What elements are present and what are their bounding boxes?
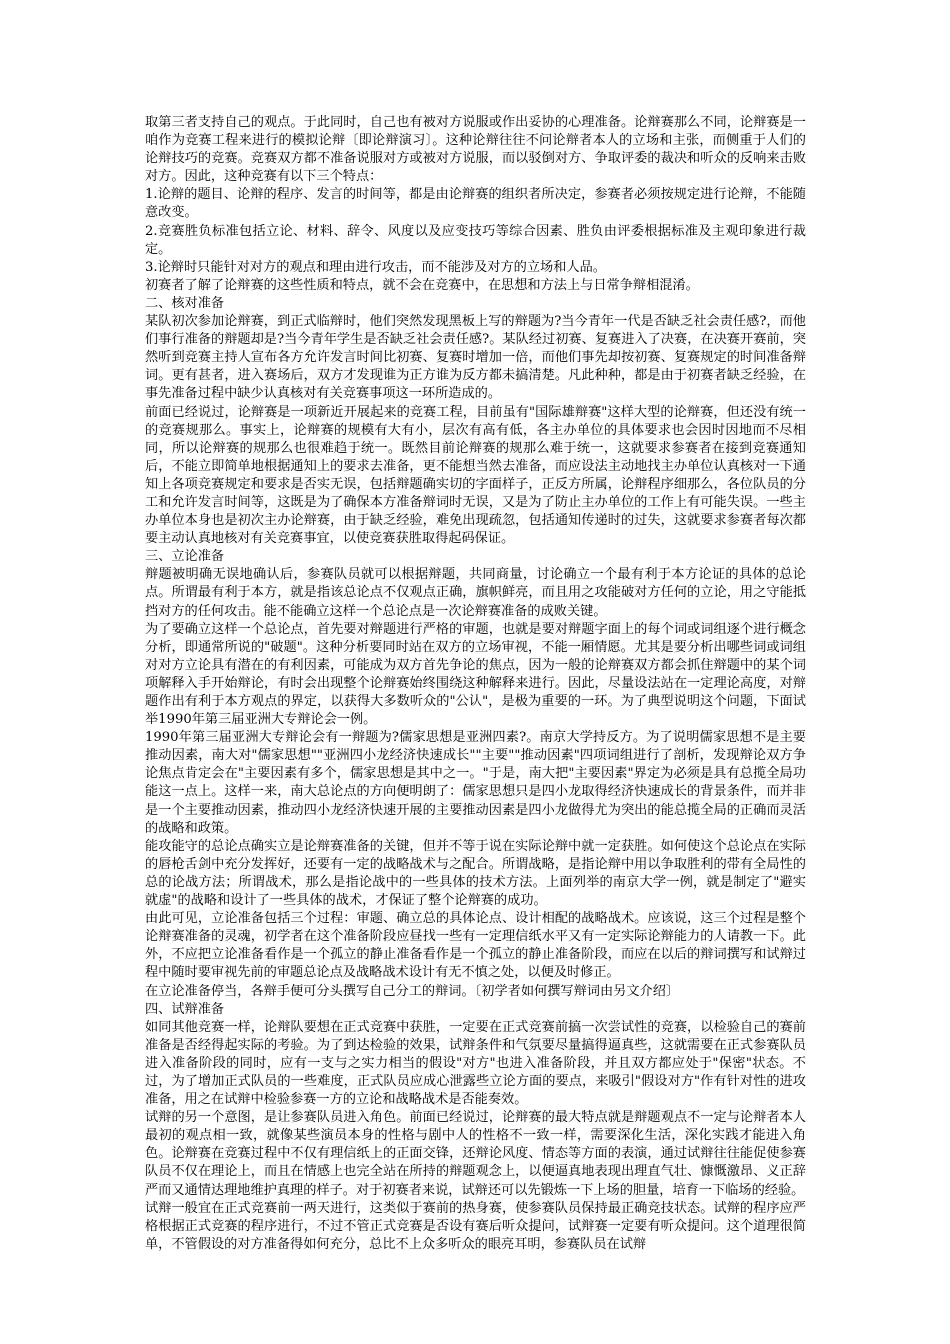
paragraph: 能攻能守的总论点确实立是论辩赛准备的关键，但并不等于说在实际论辩中就一定获胜。如何使这个总论点在实际的唇枪舌剑中充分发挥好，还要有一定的战略战术与之配合。所谓战略，是指论辩中用以争取胜利的带有全局性的总的论战方法；所谓战术，那么是指论战中的一些具体的技术方法。上面列举的南京大学一例，就是制定了"避实就虚"的战略和设计了一些具体的战术，才保证了整个论辩赛的成功。 — [145, 838, 806, 909]
paragraph: 试辩的另一个意图，是让参赛队员进入角色。前面已经说过，论辩赛的最大特点就是辩题观点不一定与论辩者本人最初的观点相一致，就像某些演员本身的性格与剧中人的性格不一致一样，需要深化生活，深化实践才能进入角色。论辩赛在竞赛过程中不仅有理信纸上的正面交锋，还辩论风度、情态等方面的表演，通过试辩往往能促使参赛队员不仅在理论上，而且在情感上也完全站在所持的辩题观念上，以便逼真地表现出理直气壮、慷慨激昂、义正辞严而又通情达理地维护真理的样子。对于初赛者来说，试辩还可以先锻炼一下上场的胆量，培育一下临场的经验。 — [145, 1110, 806, 1198]
paragraph: 某队初次参加论辩赛，到正式临辩时，他们突然发现黑板上写的辩题为?当今青年一代是否缺乏社会责任感?，而他们事行准备的辩题却是?当今青年学生是否缺乏社会责任感?。某队经过初赛、复赛进入了决赛，在决赛开赛前，突然听到竞赛主持人宣布各方允许发言时间比初赛、复赛时增加一倍，而他们事先却按初赛、复赛规定的时间准备辩词。更有甚者，进入赛场后，双方才发现谁为正方谁为反方都未搞清楚。凡此种种，都是由于初赛者缺乏经验，在事先准备过程中缺少认真核对有关竞赛事项这一环所造成的。 — [145, 314, 806, 402]
section-heading: 四、试辩准备 — [145, 1001, 225, 1017]
paragraph: 为了要确立这样一个总论点，首先要对辩题进行严格的审题，也就是要对辩题字面上的每个词或词组逐个进行概念分析，即通常所说的"破题"。这种分析要同时站在双方的立场审视，不能一厢情愿。尤其是要分析出哪些词或词组对对方立论具有潜在的有利因素，可能成为双方首先争论的焦点，因为一般的论辩赛双方都会抓住辩题中的某个词项解释入手开始辩论，有时会出现整个论辩赛始终围绕这种解释来进行。因此，尽量设法站在一定理论高度，对辩题作出有利于本方观点的界定，以获得大多数听众的"公认"，是极为重要的一环。为了典型说明这个问题，下面试举1990年第三届亚洲大专辩论会一例。 — [145, 621, 806, 728]
paragraph: 取第三者支持自己的观点。于此同时，自己也有被对方说服或作出妥协的心理准备。论辩赛那么不同，论辩赛是一咱作为竞赛工程来进行的模拟论辩〔即论辩演习〕。这种论辩往往不问论辩者本人的立场和主张，而侧重于人们的论辩技巧的竞赛。竞赛双方都不准备说服对方或被对方说服，而以驳倒对方、争取评委的裁决和听众的反响来击败对方。因此，这种竞赛有以下三个特点： — [145, 115, 806, 185]
paragraph: 试辩一般宜在正式竞赛前一两天进行，这类似于赛前的热身赛，使参赛队员保持最正确竞技状态。试辩的程序应严格根据正式竞赛的程序进行，不过不管正式竞赛是否设有赛后听众提问，试辩赛一定要有听众提问。这个道理很简单，不管假设的对方准备得如何充分，总比不上众多听众的眼亮耳明，参赛队员在试辩 — [145, 1200, 806, 1252]
section-heading: 二、核对准备 — [145, 295, 225, 311]
list-item: 3.论辩时只能针对对方的观点和理由进行攻击，而不能涉及对方的立场和人品。 — [145, 259, 606, 275]
paragraph: 1990年第三届亚洲大专辩论会有一辩题为?儒家思想是亚洲四素?。南京大学持反方。为了说明儒家思想不是主要推动因素，南大对"儒家思想""亚洲四小龙经济快速成长""主要""推动因素"四项词组进行了剖析，发现辩论双方争论焦点肯定会在"主要因素有多个，儒家思想是其中之一。"于是，南大把"主要因素"界定为必须是具有总揽全局功能这一点上。这样一来，南大总论点的方向便明朗了：儒家思想只是四小龙取得经济快速成长的背景条件，而并非是一个主要推动因素，推动四小龙经济快速开展的主要推动因素是四小龙做得尤为突出的能总揽全局的正确而灵活的战略和政策。 — [145, 730, 806, 836]
list-item: 1.论辩的题目、论辩的程序、发言的时间等，都是由论辩赛的组织者所决定，参赛者必须按规定进行论辩，不能随意改变。 — [145, 187, 806, 221]
paragraph: 如同其他竞赛一样，论辩队要想在正式竞赛中获胜，一定要在正式竞赛前搞一次尝试性的竞赛，以检验自己的赛前准备是否经得起实际的考验。为了到达检验的效果，试辩条件和气氛要尽量搞得逼真些，这就需要在正式参赛队员进入准备阶段的同时，应有一支与之实力相当的假设"对方"也进入准备阶段，并且双方都应处于"保密"状态。不过，为了增加正式队员的一些难度，正式队员应成心泄露些立论方面的要点，来吸引"假设对方"作有针对性的进攻准备，用之在试辩中检验参赛一方的立论和战略战术是否能奏效。 — [145, 1019, 806, 1108]
paragraph: 初赛者了解了论辩赛的这些性质和特点，就不会在竞赛中，在思想和方法上与日常争辩相混淆。 — [145, 277, 699, 293]
paragraph: 辩题被明确无误地确认后，参赛队员就可以根据辩题，共同商量，讨论确立一个最有利于本方论证的具体的总论点。所谓最有利于本方，就是指该总论点不仅观点正确，旗帜鲜亮，而且用之攻能破对方任何的立论，用之守能抵挡对方的任何攻击。能不能确立这样一个总论点是一次论辩赛准备的成败关键。 — [145, 567, 806, 619]
paragraph: 前面已经说过，论辩赛是一项新近开展起来的竞赛工程，目前虽有"国际雄辩赛"这样大型的论辩赛，但还没有统一的竞赛规那么。事实上，论辩赛的规模有大有小，层次有高有低，各主办单位的具体要求也会因时因地而不尽相同，所以论辩赛的规那么也很难趋于统一。既然目前论辩赛的规那么难于统一，这就要求参赛者在接到竞赛通知后，不能立即简单地根据通知上的要求去准备，更不能想当然去准备，而应设法主动地找主办单位认真核对一下通知上各项竞赛规定和要求是否实无误，包括辩题确实切的字面样子，正反方所属，论辩程序细那么，各位队员的分工和允许发言时间等，这既是为了确保本方准备辩词时无误，又是为了防止主办单位的工作上有可能失误。一些主办单位本身也是初次主办论辩赛，由于缺乏经验，难免出现疏忽，包括通知传递时的过失，这就要求参赛者每次都要主动认真地核对有关竞赛事宜，以使竞赛获胜取得起码保证。 — [145, 404, 806, 547]
list-item: 2.竞赛胜负标准包括立论、材料、辞令、风度以及应变技巧等综合因素、胜负由评委根据标准及主观印象进行裁定。 — [145, 223, 806, 257]
section-heading: 三、立论准备 — [145, 549, 225, 565]
paragraph: 在立论准备停当，各辩手便可分头撰写自己分工的辩词。〔初学者如何撰写辩词由另文介绍〕 — [145, 983, 680, 999]
paragraph: 由此可见，立论准备包括三个过程：审题、确立总的具体论点、设计相配的战略战术。应该说，这三个过程是整个论辩赛准备的灵魂，初学者在这个准备阶段应昼找一些有一定理信纸水平又有一定实际论辩能力的人请教一下。此外，不应把立论准备看作是一个孤立的静止准备看作是一个孤立的静止准备阶段，而应在以后的辩词撰写和试辩过程中随时要审视先前的审题总论点及战略战术设计有无不慎之处，以便及时修正。 — [145, 911, 806, 981]
